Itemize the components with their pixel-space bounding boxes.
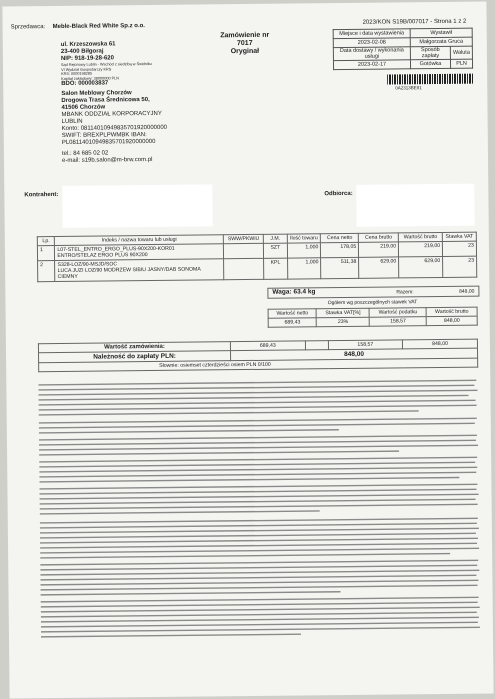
currency-value: PLN	[451, 59, 473, 68]
order-value-table	[38, 339, 478, 373]
order-gross: 848,00	[403, 339, 478, 349]
payment-method-label: Sposób zapłaty	[410, 46, 450, 59]
seller-court-2: VI Wydział Gospodarczy KRS	[61, 66, 112, 72]
row-name: ENTRO/STELAZ ERGO PLUS 90X200	[57, 252, 148, 259]
seller-capital: Kapitał zakładowy: 38000000 PLN	[61, 75, 120, 81]
col-qty: Ilość towaru	[287, 234, 321, 243]
order-title: Zamówienie nr	[220, 31, 270, 40]
meta-table	[333, 28, 473, 70]
bank-name-1: MBANK ODDZIAŁ KORPORACYJNY	[61, 110, 162, 118]
vat-tax-value: 158,57	[369, 317, 426, 327]
barcode	[387, 74, 473, 85]
row-vat: 23	[443, 256, 477, 277]
table-row	[38, 256, 477, 282]
seller-email: e-mail: s19b.salon@m-brw.com.pl	[61, 156, 153, 164]
amount-due-label: Należność do zapłaty PLN:	[39, 351, 231, 363]
row-jm: SZT	[264, 243, 288, 258]
seller-court-1: Sąd Rejonowy Lublin - Wschód z siedzibą w Świdniku	[60, 61, 152, 67]
recipient-redacted	[356, 184, 474, 227]
recipient-label: Odbiorca:	[324, 190, 353, 198]
col-lp: Lp.	[37, 237, 54, 246]
seller-nip: NIP: 918-19-28-620	[60, 55, 115, 62]
seller-krs: KRS: 0000198285	[61, 71, 93, 76]
vat-net-header: Wartość netto	[268, 309, 317, 319]
seller-name: Meble-Black Red White Sp.z o.o.	[52, 23, 145, 31]
delivery-date-label: Data dostawy / wykonania usługi	[333, 47, 410, 61]
seller-label: Sprzedawca:	[10, 24, 46, 31]
shop-city: 41506 Chorzów	[61, 104, 106, 111]
col-name: Indeks / nazwa towaru lub usługi	[55, 235, 224, 246]
weight: Waga: 63.4 kg	[272, 288, 316, 296]
row-vat: 23	[443, 241, 477, 256]
row-name: LUCA JUZI LOZ/90 MODRZEW SIBIU JASNY/DAB SONOMA CIEMNY	[57, 266, 201, 280]
col-vat: Stawka VAT	[442, 232, 476, 241]
bank-account: Konto: 08114010949835701920000000	[61, 124, 168, 132]
order-tax: 158,57	[328, 340, 403, 350]
buyer-redacted	[62, 184, 212, 228]
vat-net-value: 689,43	[268, 318, 317, 328]
row-description	[55, 259, 224, 282]
order-document	[2, 1, 493, 698]
vat-rate-header: Stawka VAT[%]	[317, 308, 370, 318]
row-index: S328-LOZ/90-MSJD/SOC	[57, 261, 118, 268]
col-net: Cena netto	[321, 233, 359, 242]
seller-block	[61, 40, 212, 165]
order-net: 689,43	[230, 341, 305, 351]
row-gross: 219,00	[359, 242, 399, 257]
seller-street: ul. Krzeszowska 61	[60, 41, 116, 48]
row-index: L07-STEL_ENTRO_ERGO_PLUS-90X200-KOR01	[57, 245, 175, 253]
row-lp: 1	[37, 246, 55, 261]
issuer-value: Małgorzata Gruca	[410, 37, 472, 47]
row-qty: 1,000	[287, 258, 321, 279]
words-label: Słownie:	[159, 362, 179, 369]
shop-name: Salon Meblowy Chorzów	[61, 90, 132, 97]
row-lp: 2	[38, 261, 56, 282]
delivery-date-value: 2023-02-17	[333, 60, 410, 70]
sum-label: Razem:	[396, 289, 414, 296]
row-net: 178,05	[321, 242, 359, 257]
order-number: 7017	[236, 39, 253, 48]
iban: PL08114010949835701920000000	[61, 138, 156, 146]
buyer-label: Kontrahent:	[24, 191, 59, 199]
row-sww	[224, 258, 264, 279]
items-table	[37, 232, 477, 283]
row-value: 629,00	[399, 256, 443, 277]
amount-due-value: 848,00	[231, 348, 478, 361]
row-sww	[224, 243, 264, 258]
row-net: 511,38	[321, 257, 359, 278]
vat-rate-value: 23%	[317, 317, 370, 327]
vat-summary-table	[268, 307, 478, 328]
seller-bdo: BDO: 000003837	[61, 80, 109, 87]
issuer-label: Wystawił	[410, 28, 472, 38]
row-description	[55, 244, 224, 261]
place-date-value: 2023-02-08	[333, 38, 410, 48]
terms-fine-print	[38, 378, 481, 673]
seller-phone: tel.: 84 685 02 02	[61, 150, 109, 157]
currency-label: Waluta	[450, 46, 472, 59]
seller-city: 23-400 Biłgoraj	[60, 48, 104, 55]
row-value: 219,00	[399, 241, 443, 256]
shop-street: Drogowa Trasa Średnicowa 50,	[61, 97, 150, 104]
order-rate	[305, 341, 328, 350]
vat-tax-header: Wartość podatku	[369, 308, 426, 318]
swift-iban: SWIFT: BREXPLPWMBK IBAN:	[61, 132, 147, 139]
barcode-text: 0A2313BE81	[395, 85, 422, 91]
row-jm: KPL	[264, 258, 288, 279]
col-value: Wartość brutto	[398, 232, 442, 241]
col-jm: J.M.	[263, 234, 287, 243]
vat-gross-value: 848,00	[427, 316, 478, 326]
vat-gross-header: Wartość brutto	[426, 307, 477, 317]
row-qty: 1,000	[287, 243, 321, 258]
fine-print-lines	[38, 378, 481, 673]
document-reference: 2023/KON S19B/007017 - Strona 1 z 2	[362, 18, 467, 26]
col-gross: Cena brutto	[359, 233, 399, 242]
payment-method-value: Gotówka	[410, 59, 450, 68]
weight-sum-bar	[267, 286, 479, 299]
col-sww: SWW/PKWiU	[224, 234, 264, 243]
vat-summary-title: Ogółem wg poszczególnych stawek VAT	[327, 299, 418, 307]
row-gross: 629,00	[359, 257, 399, 278]
place-date-label: Miejsce i data wystawienia	[333, 29, 410, 39]
sum-value: 848,00	[459, 288, 475, 295]
order-value-label: Wartość zamówienia:	[38, 342, 230, 353]
bank-name-2: LUBLIN	[61, 118, 83, 125]
amount-in-words: osiemset czterdzieści osiem PLN 0/100	[180, 361, 271, 369]
order-type: Oryginał	[230, 47, 260, 56]
